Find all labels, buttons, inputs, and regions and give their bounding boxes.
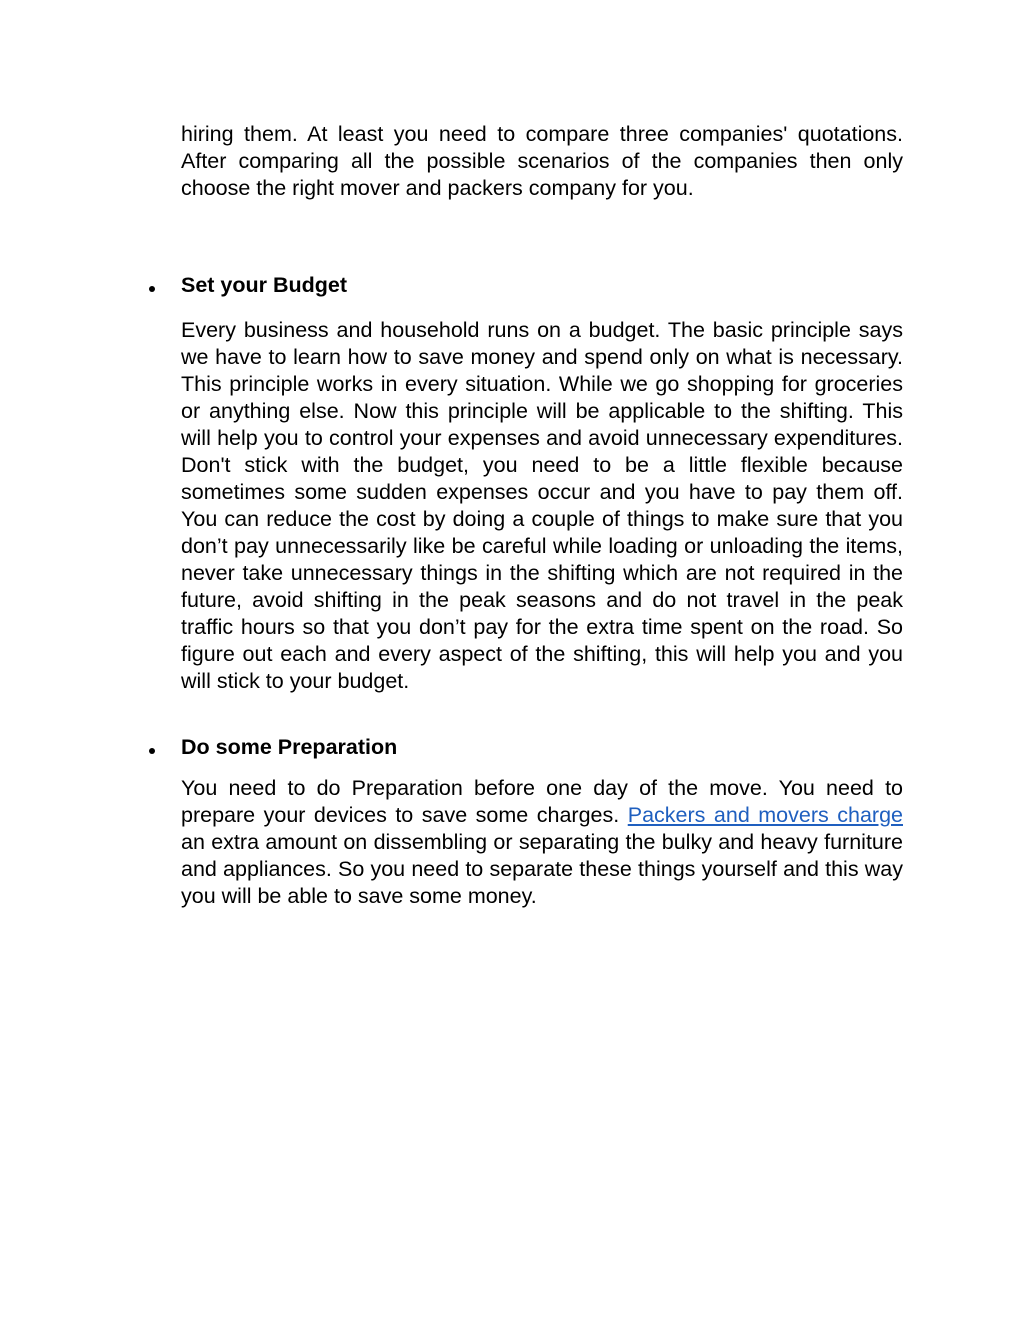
- section-heading-budget: Set your Budget: [181, 273, 348, 297]
- intro-paragraph: hiring them. At least you need to compare three companies' quotations. After comparing all the possible scenarios of the companies then only choose the right mover and packers company for you.: [181, 122, 903, 200]
- preparation-paragraph: [181, 775, 903, 910]
- packers-movers-charge-link[interactable]: Packers and movers charge: [627, 803, 903, 827]
- preparation-text-before-link: You need to do Preparation before one day of the move. You need to prepare your devices to save some charges.: [181, 776, 903, 827]
- section-heading-preparation: Do some Preparation: [181, 735, 398, 759]
- bullet-icon: [149, 748, 155, 754]
- preparation-text-after-link: an extra amount on dissembling or separating the bulky and heavy furniture and appliances. So you need to separate these things yourself and this way you will be able to save some money.: [181, 830, 903, 908]
- bullet-icon: [149, 286, 155, 292]
- budget-paragraph: Every business and household runs on a budget. The basic principle says we have to learn how to save money and spend only on what is necessary. This principle works in every situation. While we go shopping for groceries or anything else. Now this principle will be applicable to the shifting. This will help you to control your expenses and avoid unnecessary expenditures. Don't stick with the budget, you need to be a little flexible because sometimes some sudden expenses occur and you have to pay them off. You can reduce the cost by doing a couple of things to make sure that you don’t pay unnecessarily like be careful while loading or unloading the items, never take unnecessary things in the shifting which are not required in the future, avoid shifting in the peak seasons and do not travel in the peak traffic hours so that you don’t pay for the extra time spent on the road. So figure out each and every aspect of the shifting, this will help you and you will stick to your budget.: [181, 318, 903, 693]
